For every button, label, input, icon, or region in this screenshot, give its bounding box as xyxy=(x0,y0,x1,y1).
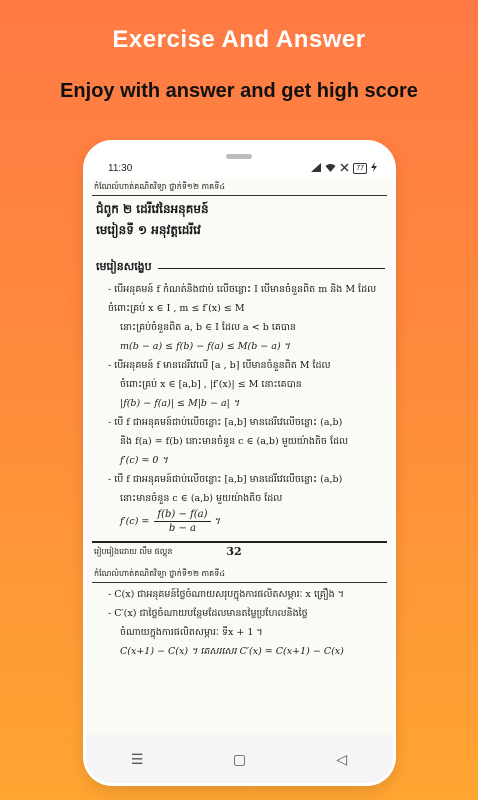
banner-title: Exercise And Answer xyxy=(112,26,366,53)
next-page-line: C(x+1) − C(x) ។ គេសរសេរ C′(x) = C(x+1) − C(x) xyxy=(120,646,344,657)
system-nav-bar xyxy=(86,735,393,783)
formula-end: ។ xyxy=(213,516,220,527)
next-page-line: - C(x) ជាអនុគមន៍ថ្លៃចំណាយសរុបក្នុងការផលិតសម្ភារៈ x គ្រឿង ។ xyxy=(108,589,344,600)
page-footer xyxy=(86,543,393,560)
footer-author: រៀបរៀងដោយ លឹម ផល្គុន xyxy=(94,546,173,556)
summary-line: នោះគ្រប់ចំនួនពិត a, b ∈ I ដែល a < b គេបាន xyxy=(120,322,296,333)
next-page-line: - C′(x) ជាថ្លៃចំណាយបន្ថែមដែលមានតម្លៃប្រហែលនិងថ្លៃ xyxy=(108,608,308,619)
wifi-icon xyxy=(325,163,336,175)
mean-value-formula xyxy=(86,508,393,535)
formula-numerator: f(b) − f(a) xyxy=(154,508,210,522)
summary-line: |f(b) − f(a)| ≤ M|b − a| ។ xyxy=(120,398,240,409)
chapter-title: ជំពូក ២ ដេរីវេនៃអនុគមន៍ xyxy=(96,202,209,216)
signal-icon xyxy=(311,163,321,175)
summary-heading xyxy=(96,260,385,276)
phone-frame xyxy=(86,143,393,783)
summary-heading-label: មេរៀនសង្ខេប xyxy=(96,260,152,273)
summary-line: និង f(a) = f(b) នោះមានចំនួន c ∈ (a,b) មួយយ៉ាងតិច ដែល xyxy=(120,436,349,447)
back-button[interactable]: ◁ xyxy=(336,750,348,767)
recent-apps-button[interactable]: ☰ xyxy=(130,750,144,767)
lesson-title: មេរៀនទី ១ អនុវត្តដេរីវេ xyxy=(96,223,201,237)
summary-line: f′(c) = 0 ។ xyxy=(120,455,168,466)
scanned-document-page[interactable] xyxy=(86,179,393,735)
phone-notch xyxy=(226,154,252,159)
summary-line: - បើ f ជាអនុគមន៍ជាប់លើចន្លោះ [a,b] មានដេរីវេលើចន្លោះ (a,b) xyxy=(108,474,343,485)
formula-denominator: b − a xyxy=(168,523,197,534)
battery-icon: 77 xyxy=(353,163,367,174)
sim-x-icon xyxy=(340,163,349,175)
page-header-2: កំណែលំហាត់គណិតវិទ្យា ថ្នាក់ទី១២ ភាគទី៤ xyxy=(94,569,225,578)
summary-line: - បើអនុគមន៍ f មានដេរីវេលើ [a , b] បើមានចំនួនពិត M ដែល xyxy=(108,360,331,371)
banner-subtitle: Enjoy with answer and get high score xyxy=(60,80,418,102)
page-number: 32 xyxy=(226,545,242,558)
summary-line: m(b − a) ≤ f(b) − f(a) ≤ M(b − a) ។ xyxy=(120,341,290,352)
status-time: 11:30 xyxy=(108,163,133,174)
next-page-line: ចំណាយក្នុងការផលិតសម្ភារៈ ទីx + 1 ។ xyxy=(120,627,263,638)
home-button[interactable]: ▢ xyxy=(232,750,247,767)
status-icons xyxy=(311,162,377,175)
header-rule xyxy=(92,195,387,196)
status-bar xyxy=(104,162,377,178)
summary-line: ចំពោះគ្រប់ x ∈ [a,b] , |f′(x)| ≤ M នោះគេបាន xyxy=(120,379,302,390)
formula-lhs: f′(c) = xyxy=(120,516,150,527)
summary-line: - បើ f ជាអនុគមន៍ជាប់លើចន្លោះ [a,b] មានដេរីវេលើចន្លោះ (a,b) xyxy=(108,417,343,428)
summary-line: - បើអនុគមន៍ f កំណត់និងជាប់ លើចន្លោះ I បើមានចំនួនពិត m និង M ដែលចំពោះគ្រប់ x ∈ I , m ≤ f′(x) ≤ M xyxy=(108,284,377,314)
summary-line: នោះមានចំនួន c ∈ (a,b) មួយយ៉ាងតិច ដែល xyxy=(120,493,283,504)
charging-icon xyxy=(371,162,377,175)
page-header: កំណែលំហាត់គណិតវិទ្យា ថ្នាក់ទី១២ ភាគទី៤ xyxy=(94,182,225,191)
header-rule-2 xyxy=(92,582,387,583)
summary-rule xyxy=(158,268,385,269)
formula-fraction xyxy=(154,508,210,535)
